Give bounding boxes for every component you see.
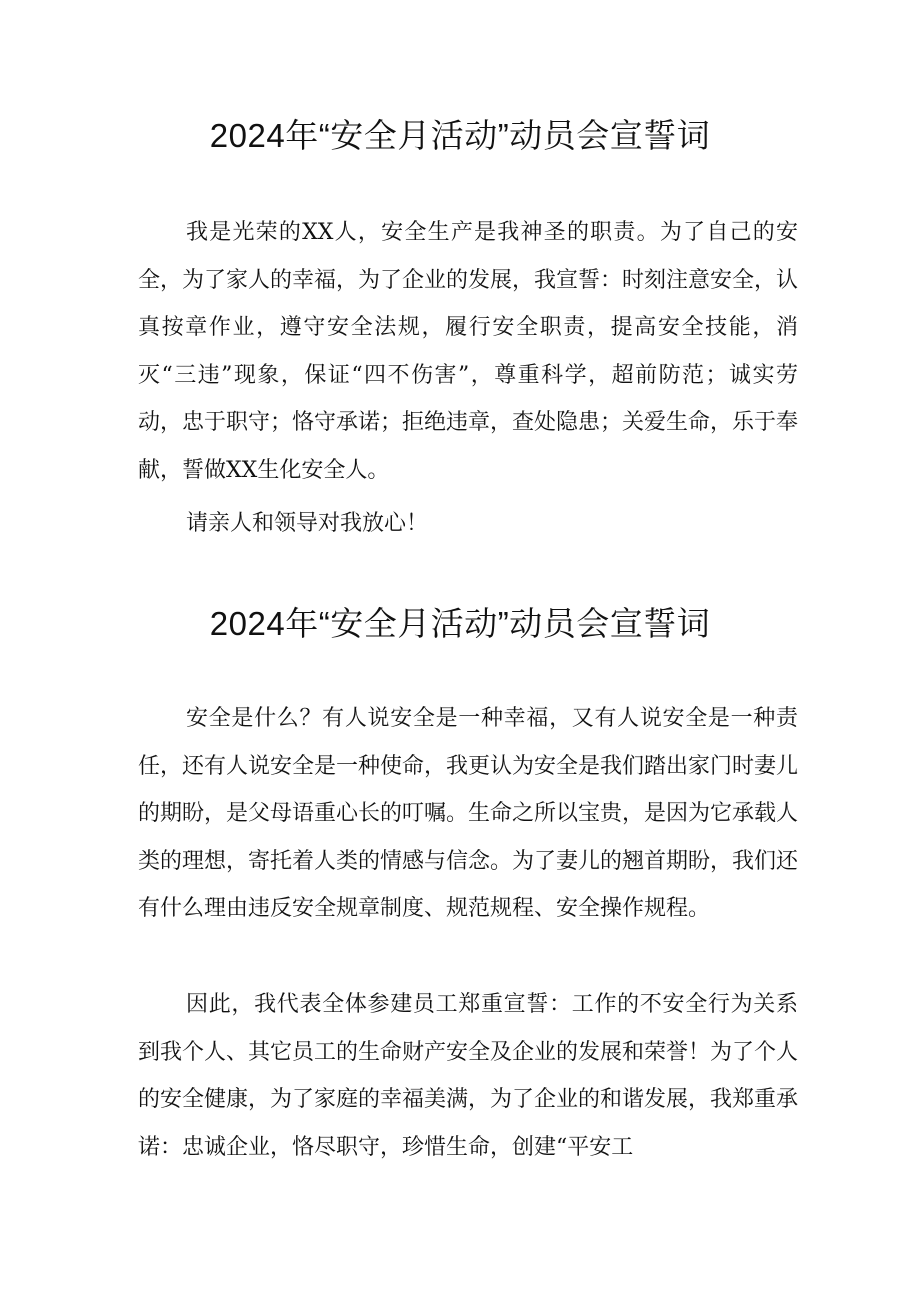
section-title: 2024年“安全月活动”动员会宣誓词 bbox=[209, 605, 711, 642]
section-title: 2024年“安全月活动”动员会宣誓词 bbox=[209, 117, 711, 154]
paragraph: 我是光荣的XX人，安全生产是我神圣的职责。为了自己的安全，为了家人的幸福，为了企业的发展，我宣誓：时刻注意安全，认真按章作业，遵守安全法规，履行安全职责，提高安全技能，消灭“三违”现象，保证“四不伤害”，尊重科学，超前防范；诚实劳动，忠于职守；恪守承诺；拒绝违章，查处隐患；关爱生命，乐于奉献，誓做XX生化安全人。 bbox=[138, 220, 799, 483]
paragraph: 因此，我代表全体参建员工郑重宣誓：工作的不安全行为关系到我个人、其它员工的生命财产安全及企业的发展和荣誉！为了个人的安全健康，为了家庭的幸福美满，为了企业的和谐发展，我郑重承诺：忠诚企业，恪尽职守，珍惜生命，创建“平安工 bbox=[138, 992, 799, 1160]
paragraph: 安全是什么？有人说安全是一种幸福，又有人说安全是一种责任，还有人说安全是一种使命，我更认为安全是我们踏出家门时妻儿的期盼，是父母语重心长的叮嘱。生命之所以宝贵，是因为它承载人类的理想，寄托着人类的情感与信念。为了妻儿的翘首期盼，我们还有什么理由违反安全规章制度、规范规程、安全操作规程。 bbox=[138, 706, 799, 922]
paragraph: 请亲人和领导对我放心！ bbox=[186, 511, 429, 536]
